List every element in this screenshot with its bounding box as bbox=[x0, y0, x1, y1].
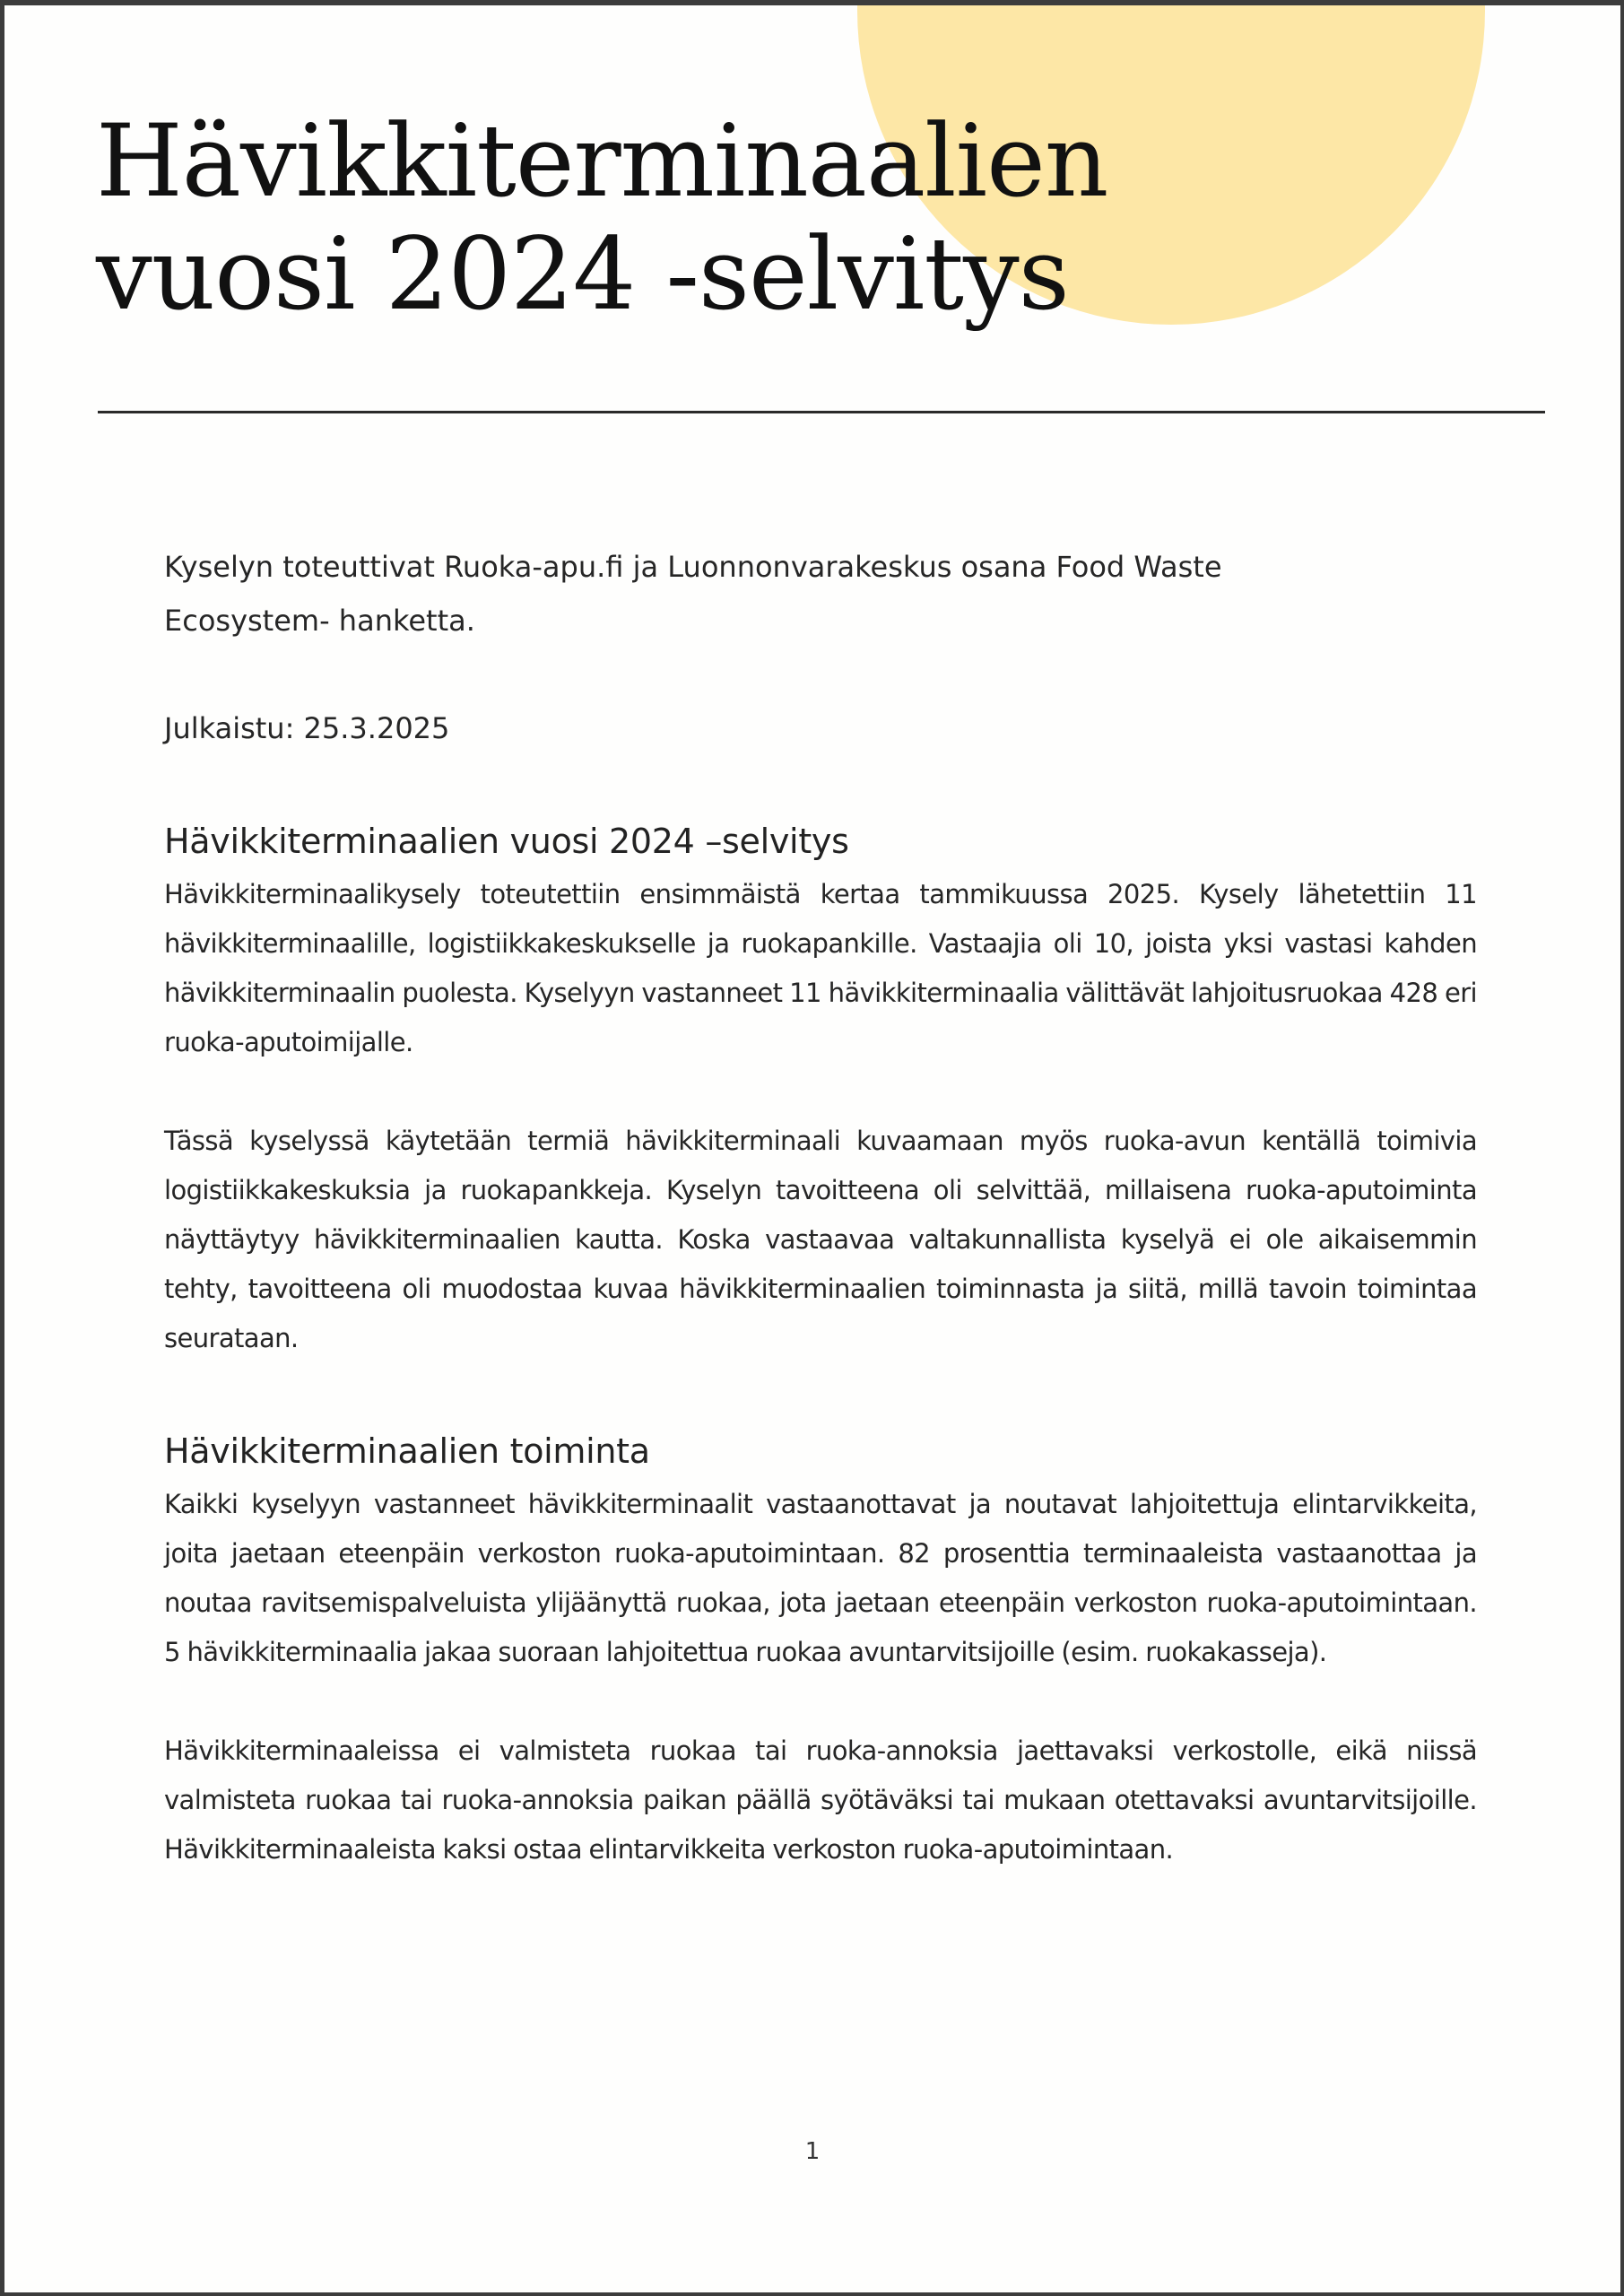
published-date: Julkaistu: 25.3.2025 bbox=[164, 711, 450, 745]
section-paragraph: Hävikkiterminaaleissa ei valmisteta ruokaa tai ruoka-annoksia jaettavaksi verkostolle, eikä niissä valmisteta ruokaa tai ruoka-annoksia paikan päällä syötäväksi tai mukaan otettavaksi avuntarvitsijoille. Hävikkiterminaaleista kaksi ostaa elintarvikkeita verkoston ruoka-aputoimintaan. bbox=[164, 1735, 1477, 1865]
section-paragraph: Tässä kyselyssä käytetään termiä hävikkiterminaali kuvaamaan myös ruoka-avun kentällä toimivia logistiikkakeskuksia ja ruokapankkeja. Kyselyn tavoitteena oli selvittää, millaisena ruoka-aputoiminta näyttäytyy hävikkiterminaalien kautta. Koska vastaavaa valtakunnallista kyselyä ei ole aikaisemmin tehty, tavoitteena oli muodostaa kuvaa hävikkiterminaalien toiminnasta ja siitä, millä tavoin toimintaa seurataan. bbox=[164, 1126, 1477, 1353]
document-title bbox=[96, 106, 1107, 332]
section-paragraph: Hävikkiterminaalikysely toteutettiin ensimmäistä kertaa tammikuussa 2025. Kysely lähetettiin 11 hävikkiterminaalille, logistiikkakeskukselle ja ruokapankille. Vastaajia oli 10, joista yksi vastasi kahden hävikkiterminaalin puolesta. Kyselyyn vastanneet 11 hävikkiterminaalia välittävät lahjoitusruokaa 428 eri ruoka-aputoimijalle. bbox=[164, 879, 1477, 1057]
page-number: 1 bbox=[804, 2138, 821, 2165]
intro-text: Kyselyn toteuttivat Ruoka-apu.fi ja Luonnonvarakeskus osana Food Waste Ecosystem- hanketta. bbox=[164, 550, 1222, 638]
section-paragraph: Kaikki kyselyyn vastanneet hävikkiterminaalit vastaanottavat ja noutavat lahjoitettuja elintarvikkeita, joita jaetaan eteenpäin verkoston ruoka-aputoimintaan. 82 prosenttia terminaaleista vastaanottaa ja noutaa ravitsemispalveluista ylijäänyttä ruokaa, jota jaetaan eteenpäin verkoston ruoka-aputoimintaan. 5 hävikkiterminaalia jakaa suoraan lahjoitettua ruokaa avuntarvitsijoille (esim. ruokakasseja). bbox=[164, 1489, 1477, 1667]
section-heading-selvitys: Hävikkiterminaalien vuosi 2024 –selvitys bbox=[164, 822, 849, 861]
document-body bbox=[164, 540, 1477, 1874]
title-line-2: vuosi 2024 -selvitys bbox=[96, 217, 1069, 333]
title-line-1: Hävikkiterminaalien bbox=[96, 104, 1108, 220]
title-divider bbox=[98, 411, 1545, 413]
section-heading-toiminta: Hävikkiterminaalien toiminta bbox=[164, 1431, 650, 1471]
